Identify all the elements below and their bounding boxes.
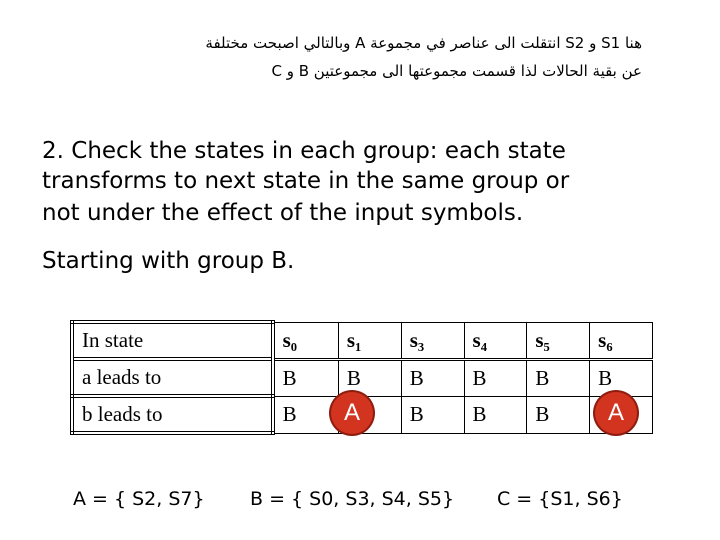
row-label-b: b leads to: [72, 396, 273, 433]
table-cell: B: [527, 396, 590, 433]
group-b-definition: B = { S0, S3, S4, S5}: [250, 488, 455, 510]
row-label-a: a leads to: [72, 359, 273, 396]
table-cell: B: [590, 359, 653, 396]
header-state-s0: s₀: [273, 322, 339, 359]
header-in-state: In state: [72, 322, 273, 359]
table-cell: B: [273, 359, 339, 396]
header-state-s3: s₃: [401, 322, 464, 359]
table-cell: B: [401, 359, 464, 396]
header-state-s4: s₄: [464, 322, 527, 359]
instruction-line-4: Starting with group B.: [42, 248, 295, 274]
table-header-row: [72, 322, 653, 359]
instruction-line-2: transforms to next state in the same group or: [42, 168, 570, 194]
header-state-s6: s₆: [590, 322, 653, 359]
instruction-line-3: not under the effect of the input symbols.: [42, 200, 524, 226]
header-state-s1: s₁: [338, 322, 401, 359]
table-row-a: [72, 359, 653, 396]
arabic-note-line-2: عن بقية الحالات لذا قسمت مجموعتها الى مجموعتين B و C: [271, 62, 642, 80]
table-cell: B: [464, 359, 527, 396]
instruction-line-1: 2. Check the states in each group: each state: [42, 138, 566, 164]
arabic-note-line-1: هنا S1 و S2 انتقلت الى عناصر في مجموعة A وبالتالي اصبحت مختلفة: [205, 34, 642, 52]
table-cell: B: [527, 359, 590, 396]
group-a-definition: A = { S2, S7}: [73, 488, 205, 510]
table-cell: B: [401, 396, 464, 433]
header-state-s5: s₅: [527, 322, 590, 359]
group-c-definition: C = {S1, S6}: [497, 488, 623, 510]
table-cell: B: [464, 396, 527, 433]
group-a-marker-s6: A: [595, 392, 637, 434]
table-cell: B: [338, 359, 401, 396]
table-cell: B: [273, 396, 339, 433]
group-a-marker-s1: A: [331, 392, 373, 434]
